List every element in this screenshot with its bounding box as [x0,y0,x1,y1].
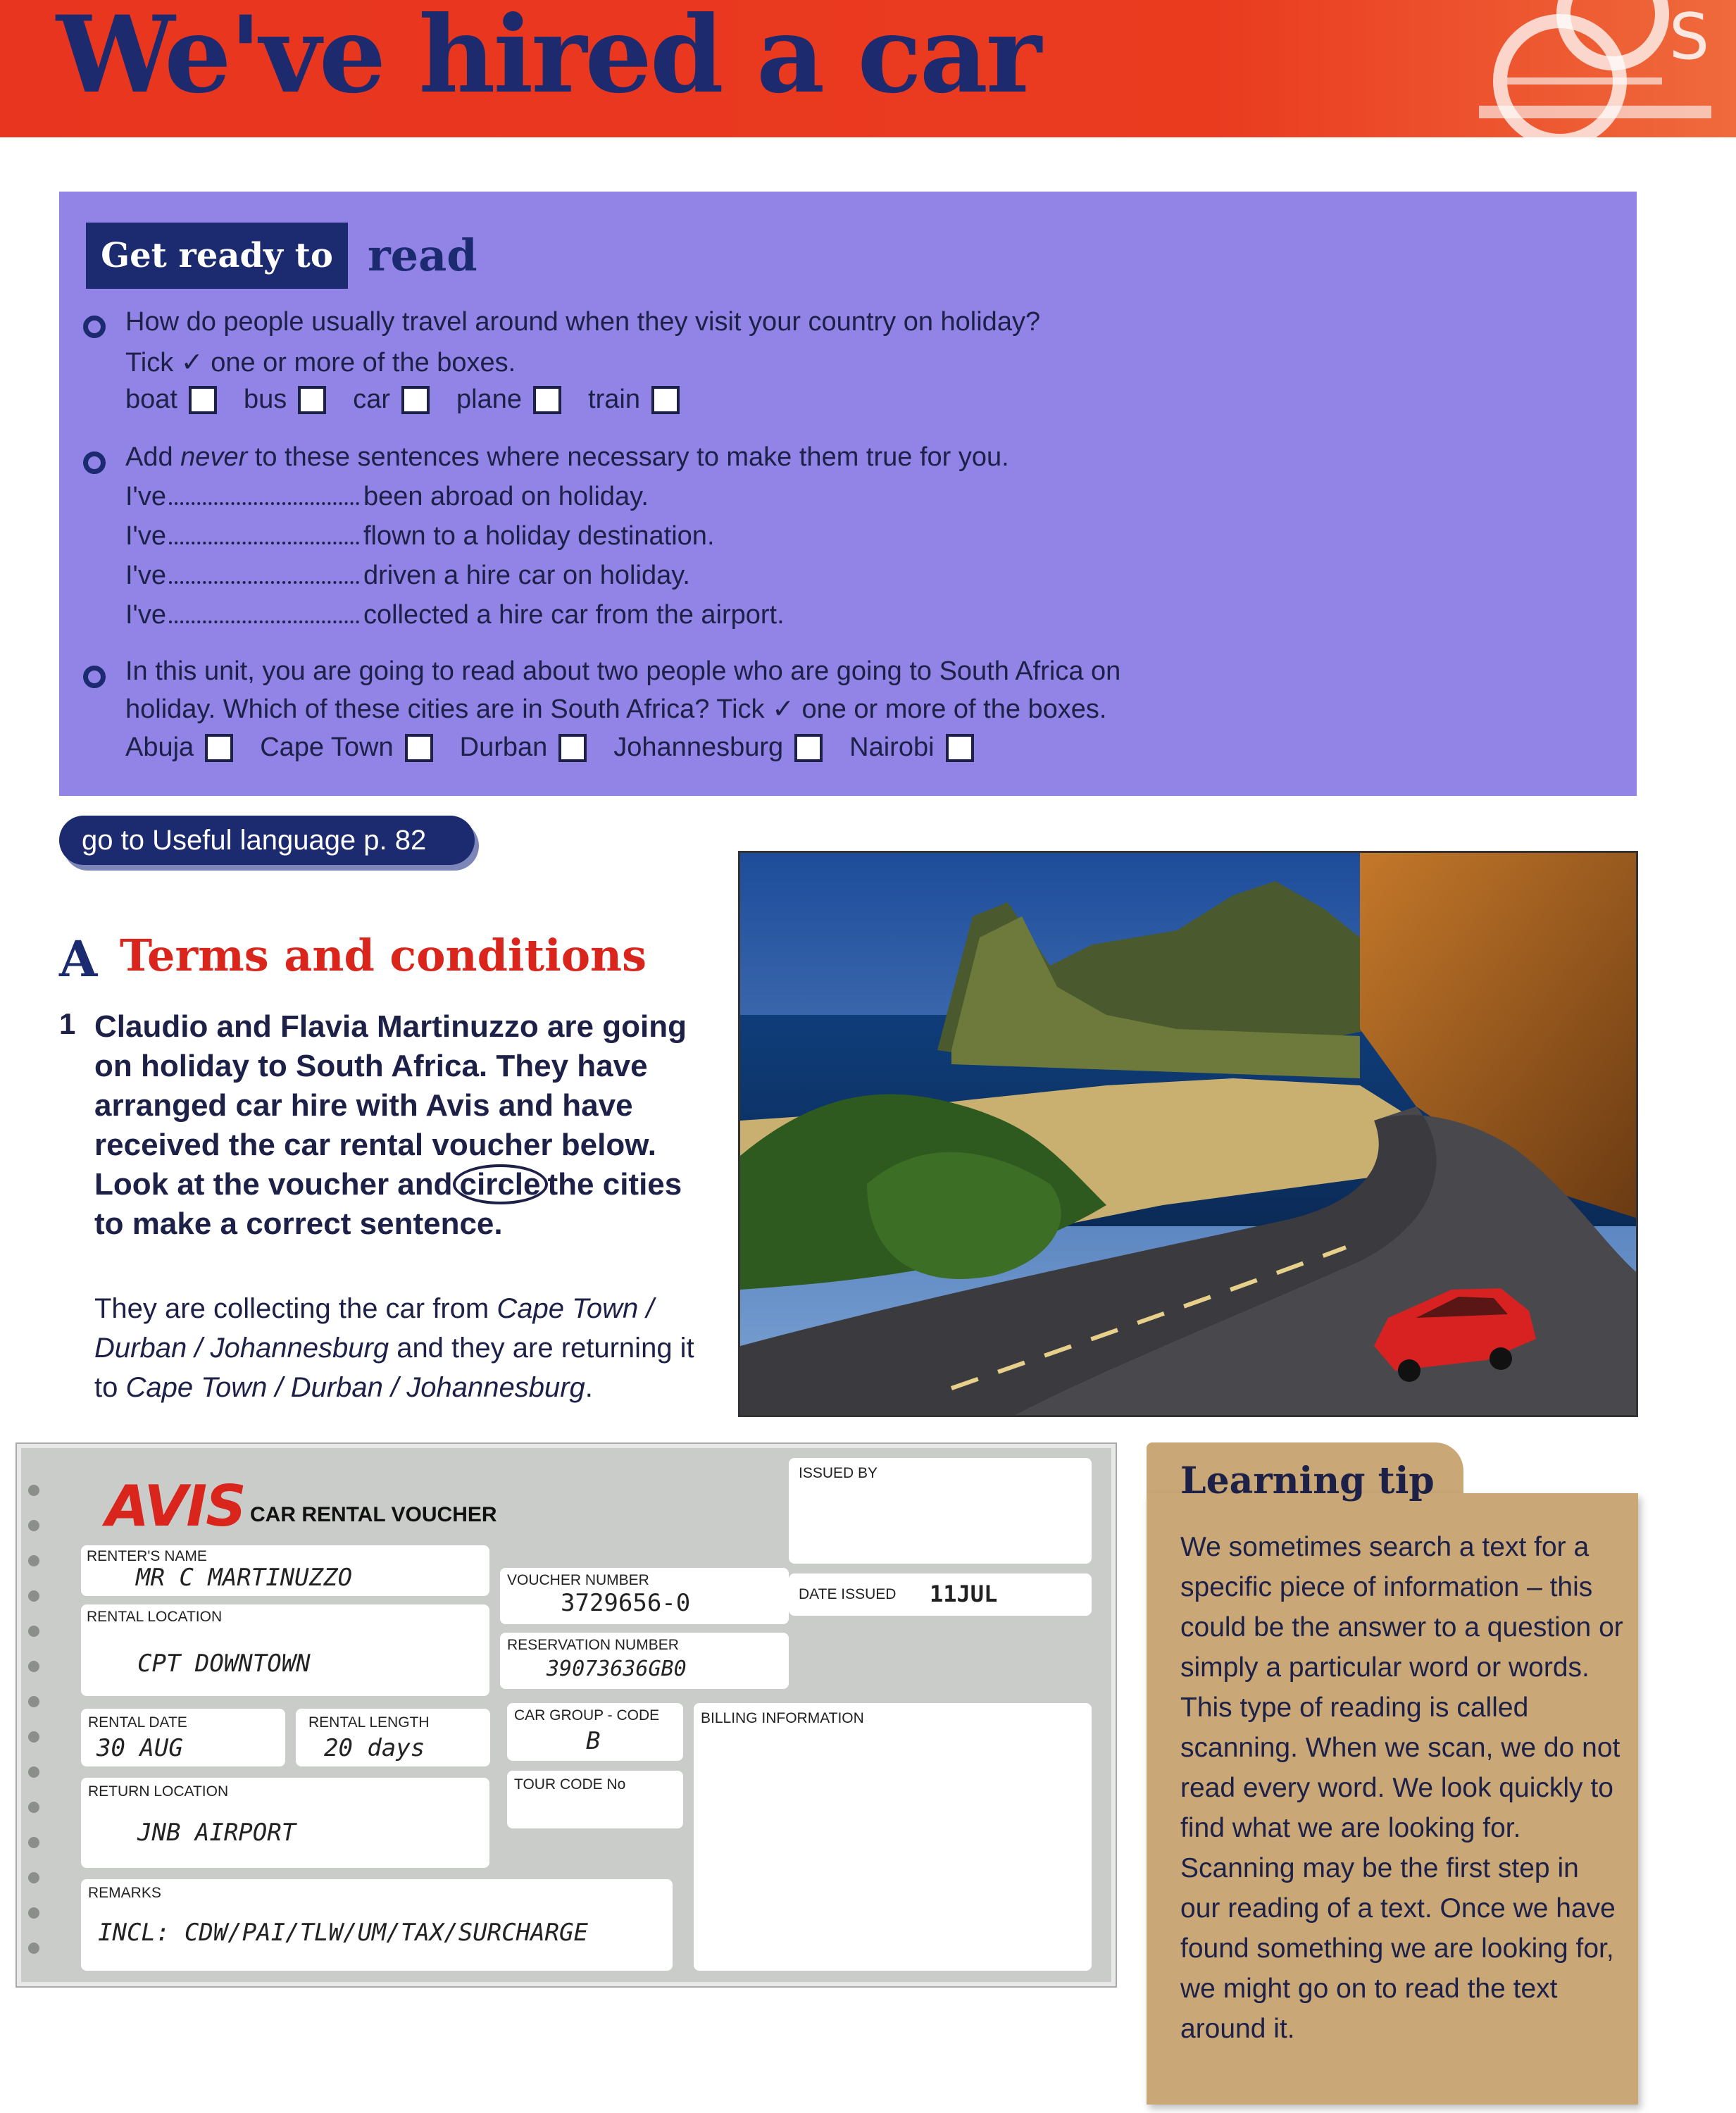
option-label: train [588,385,640,414]
section-title: Terms and conditions [120,930,647,981]
q3-line1: In this unit, you are going to read about two people who are going to South Africa on [125,656,1121,686]
q1-options [125,385,706,415]
learning-tip-text: We sometimes search a text for a specific piece of information – this could be the answer to a question or simply a particular word or words. This type of reading is called scanning. When we scan, we do not read every word. We look quickly to find what we are looking for. Scanning may be the first step in our reading of a text. Once we have found something we are looking for, we might go on to read the text around it. [1180,1532,1623,2044]
option-label: Abuja [125,733,194,762]
checkbox[interactable] [794,734,823,762]
bullet-icon [83,666,106,688]
q1-line1: How do people usually travel around when they visit your country on holiday? [125,307,1041,337]
blank-line[interactable] [169,542,359,544]
voucher-number-field: VOUCHER NUMBER 3729656-0 [500,1568,789,1624]
rental-length-field: RENTAL LENGTH 20 days [296,1709,490,1766]
checkbox[interactable] [189,386,217,414]
option-label: car [353,385,391,414]
option-label: boat [125,385,177,414]
car-group-field: CAR GROUP - CODE B [507,1703,683,1761]
section-letter: A [59,930,98,988]
option-label: Nairobi [849,733,935,762]
bullet-icon [83,316,106,338]
issued-by-field: ISSUED BY [789,1458,1092,1564]
q3-options [125,733,1001,763]
q2-sentence: I've been abroad on holiday. [125,482,649,511]
q2-sentence: I've flown to a holiday destination. [125,521,715,551]
header-decoration: S [1465,0,1736,137]
checkbox[interactable] [401,386,430,414]
get-ready-word: read [368,230,477,281]
checkbox[interactable] [533,386,561,414]
learning-tip-title: Learning tip [1180,1459,1435,1502]
option-label: plane [456,385,523,414]
city-choice[interactable]: Cape Town / Durban / Johannesburg [125,1372,585,1403]
blank-line[interactable] [169,502,359,505]
billing-information-field: BILLING INFORMATION [694,1703,1092,1971]
reservation-number-field: RESERVATION NUMBER 39073636GB0 [500,1633,789,1689]
coastal-road-photo [738,851,1638,1417]
q3-line2: holiday. Which of these cities are in South Africa? Tick ✓ one or more of the boxes. [125,694,1107,724]
q1-line2: Tick ✓ one or more of the boxes. [125,348,516,378]
avis-logo: AVIS [106,1473,245,1539]
date-issued-field: DATE ISSUED 11JUL [789,1573,1092,1616]
rental-date-field: RENTAL DATE 30 AUG [81,1709,285,1766]
blank-line[interactable] [169,621,359,623]
tour-code-field: TOUR CODE No [507,1771,683,1828]
checkbox[interactable] [651,386,680,414]
question-instruction: Claudio and Flavia Martinuzzo are going on holiday to South Africa. They have arranged car hire with Avis and have received the car rental voucher below. Look at the voucher and circle the cities to make a correct sentence. [94,1009,687,1241]
q2-sentence: I've driven a hire car on holiday. [125,561,690,590]
get-ready-badge: Get ready to [86,223,348,289]
question-number: 1 [59,1007,76,1040]
return-location-field: RETURN LOCATION JNB AIRPORT [81,1778,489,1868]
renter-name-field: RENTER'S NAME MR C MARTINUZZO [81,1545,489,1596]
checkbox[interactable] [205,734,233,762]
voucher-subtitle: CAR RENTAL VOUCHER [250,1503,497,1526]
car-rental-voucher [17,1444,1116,1986]
circled-word: circle [453,1164,548,1204]
option-label: Durban [459,733,548,762]
option-label: bus [243,385,287,414]
rental-location-field: RENTAL LOCATION CPT DOWNTOWN [81,1604,489,1696]
checkbox[interactable] [946,734,974,762]
remarks-field: REMARKS INCL: CDW/PAI/TLW/UM/TAX/SURCHARGE [81,1879,673,1971]
checkbox[interactable] [558,734,587,762]
photo-illustration [740,853,1638,1417]
city-choice[interactable]: Cape Town / Durban / Johannesburg [94,1293,654,1364]
useful-language-link[interactable]: go to Useful language p. 82 [59,816,475,865]
page-title: We've hired a car [56,0,1039,117]
checkbox[interactable] [405,734,433,762]
blank-line[interactable] [169,581,359,584]
option-label: Johannesburg [613,733,784,762]
bullet-icon [83,451,106,474]
option-label: Cape Town [260,733,394,762]
q2-sentence: I've collected a hire car from the airport. [125,600,785,630]
q2-intro: Add never to these sentences where necessary to make them true for you. [125,442,1009,472]
checkbox[interactable] [298,386,326,414]
gap-sentence: They are collecting the car from Cape Town / Durban / Johannesburg and they are returning it to Cape Town / Durban / Johannesburg. [94,1293,694,1403]
